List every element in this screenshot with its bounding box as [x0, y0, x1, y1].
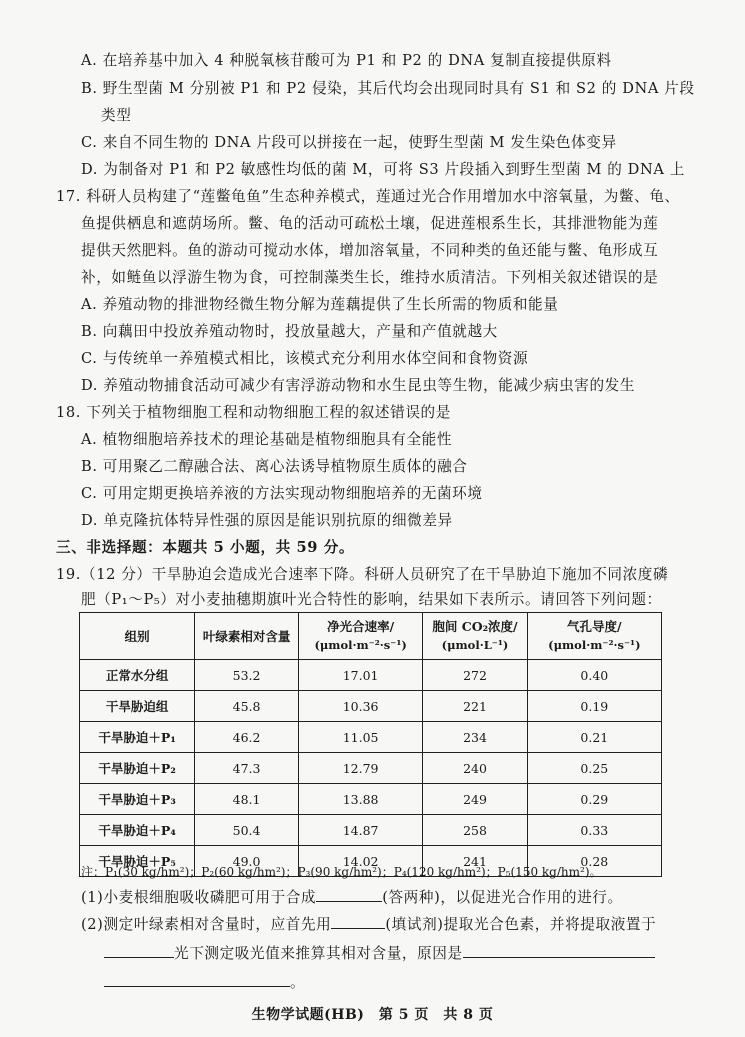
- answer-blank[interactable]: [104, 943, 174, 958]
- table-cell: 12.79: [298, 753, 422, 784]
- table-cell: 50.4: [195, 815, 299, 846]
- table-cell: 241: [423, 846, 527, 877]
- q17-stem-line4: 补，如鲢鱼以浮游生物为食，可控制藻类生长，维持水质清洁。下列相关叙述错误的是: [81, 269, 659, 286]
- table-cell: 干旱胁迫＋P₁: [80, 722, 195, 753]
- q16-option-b-cont: 类型: [101, 107, 132, 124]
- table-header-cell: [423, 613, 527, 660]
- table-cell: 272: [423, 660, 527, 691]
- header-unit: (μmol·m⁻²·s⁻¹): [548, 638, 641, 652]
- table-row: [80, 691, 662, 722]
- table-cell: 49.0: [195, 846, 299, 877]
- section-heading: 三、非选择题：本题共 5 小题，共 59 分。: [56, 539, 355, 556]
- header-unit: (μmol·L⁻¹): [441, 638, 509, 652]
- q17-option-c: C. 与传统单一养殖模式相比，该模式充分利用水体空间和食物资源: [81, 350, 529, 367]
- table-cell: 258: [423, 815, 527, 846]
- table-cell: 0.19: [527, 691, 661, 722]
- table-row: [80, 753, 662, 784]
- sub1-text-after: (答两种)，以促进光合作用的进行。: [382, 889, 623, 906]
- q19-subquestion-2: [81, 914, 656, 935]
- table-cell: 249: [423, 784, 527, 815]
- header-label: 气孔导度/: [567, 619, 622, 634]
- answer-blank[interactable]: [104, 972, 290, 987]
- q17-stem-line1: 17. 科研人员构建了“莲鳖龟鱼”生态种养模式，莲通过光合作用增加水中溶氧量，为鳖、龟、: [56, 188, 680, 205]
- table-header-cell: [195, 613, 299, 660]
- table-cell: 0.28: [527, 846, 661, 877]
- table-cell: 干旱胁迫＋P₃: [80, 784, 195, 815]
- table-cell: 干旱胁迫组: [80, 691, 195, 722]
- q17-stem-line2: 鱼提供栖息和遮荫场所。鳖、龟的活动可疏松土壤，促进莲根系生长，其排泄物能为莲: [81, 215, 659, 232]
- q19-subquestion-2-cont: [104, 943, 655, 964]
- table-row: [80, 784, 662, 815]
- table-cell: 221: [423, 691, 527, 722]
- table-header-cell: [298, 613, 422, 660]
- table-cell: 13.88: [298, 784, 422, 815]
- sub2-text-reason: 光下测定吸光值来推算其相对含量，原因是: [174, 945, 463, 962]
- answer-blank[interactable]: [316, 887, 382, 902]
- table-cell: 干旱胁迫＋P₅: [80, 846, 195, 877]
- answer-blank[interactable]: [331, 914, 385, 929]
- table-cell: 53.2: [195, 660, 299, 691]
- q17-option-d: D. 养殖动物捕食活动可减少有害浮游动物和水生昆虫等生物，能减少病虫害的发生: [81, 377, 636, 394]
- table-row: [80, 660, 662, 691]
- table-cell: 正常水分组: [80, 660, 195, 691]
- table-cell: 0.25: [527, 753, 661, 784]
- header-label: 叶绿素相对含量: [202, 628, 291, 644]
- table-cell: 14.02: [298, 846, 422, 877]
- table-cell: 11.05: [298, 722, 422, 753]
- q16-option-a: A. 在培养基中加入 4 种脱氧核苷酸可为 P1 和 P2 的 DNA 复制直接提供原料: [81, 52, 612, 69]
- q19-stem-line1: 19.（12 分）干旱胁迫会造成光合速率下降。科研人员研究了在干旱胁迫下施加不同浓度磷: [56, 566, 669, 583]
- answer-blank[interactable]: [463, 943, 655, 958]
- q19-subquestion-1: [81, 887, 623, 908]
- sub1-text-before: (1)小麦根细胞吸收磷肥可用于合成: [81, 889, 317, 906]
- q19-subquestion-2-end: [104, 972, 305, 993]
- sub2-text-middle: (填试剂)提取光合色素，并将提取液置于: [385, 916, 657, 933]
- table-cell: 48.1: [195, 784, 299, 815]
- header-label: 胞间 CO₂浓度/: [432, 619, 518, 634]
- table-cell: 240: [423, 753, 527, 784]
- table-cell: 干旱胁迫＋P₂: [80, 753, 195, 784]
- table-cell: 0.33: [527, 815, 661, 846]
- table-cell: 干旱胁迫＋P₄: [80, 815, 195, 846]
- table-cell: 46.2: [195, 722, 299, 753]
- q17-option-a: A. 养殖动物的排泄物经微生物分解为莲藕提供了生长所需的物质和能量: [81, 296, 559, 313]
- table-row: [80, 815, 662, 846]
- table-cell: 45.8: [195, 691, 299, 722]
- q17-option-b: B. 向藕田中投放养殖动物时，投放量越大，产量和产值就越大: [81, 323, 498, 340]
- q16-option-b: B. 野生型菌 M 分别被 P1 和 P2 侵染，其后代均会出现同时具有 S1 和 S2 的 DNA 片段: [81, 80, 695, 97]
- sub2-text-before: (2)测定叶绿素相对含量时，应首先用: [81, 916, 332, 933]
- header-unit: (μmol·m⁻²·s⁻¹): [314, 638, 407, 652]
- table-cell: 10.36: [298, 691, 422, 722]
- table-header-cell: [527, 613, 661, 660]
- q18-stem: 18. 下列关于植物细胞工程和动物细胞工程的叙述错误的是: [56, 404, 451, 421]
- sub2-period: 。: [290, 974, 306, 991]
- q18-option-a: A. 植物细胞培养技术的理论基础是植物细胞具有全能性: [81, 431, 453, 448]
- table-cell: 14.87: [298, 815, 422, 846]
- table-header-cell: [80, 613, 195, 660]
- q17-stem-line3: 提供天然肥料。鱼的游动可搅动水体，增加溶氧量，不同种类的鱼还能与鳖、龟形成互: [81, 242, 659, 259]
- page-footer: 生物学试题(HB) 第 5 页 共 8 页: [251, 1007, 494, 1023]
- table-cell: 234: [423, 722, 527, 753]
- q16-option-d: D. 为制备对 P1 和 P2 敏感性均低的菌 M，可将 S3 片段插入到野生型菌 M 的 DNA 上: [81, 161, 685, 178]
- q19-stem-line2: 肥（P₁～P₅）对小麦抽穗期旗叶光合特性的影响，结果如下表所示。请回答下列问题：: [81, 591, 662, 608]
- q18-option-c: C. 可用定期更换培养液的方法实现动物细胞培养的无菌环境: [81, 485, 483, 502]
- q18-option-b: B. 可用聚乙二醇融合法、离心法诱导植物原生质体的融合: [81, 458, 468, 475]
- results-table: [79, 612, 662, 877]
- table-header-row: [80, 613, 662, 660]
- header-label: 净光合速率/: [327, 619, 395, 634]
- table-cell: 0.21: [527, 722, 661, 753]
- table-cell: 47.3: [195, 753, 299, 784]
- table-cell: 0.29: [527, 784, 661, 815]
- table-cell: 0.40: [527, 660, 661, 691]
- table-cell: 17.01: [298, 660, 422, 691]
- table-note: 注：P₁(30 kg/hm²)；P₂(60 kg/hm²)；P₃(90 kg/hm²)；P₄(120 kg/hm²)；P₅(150 kg/hm²)。: [81, 865, 602, 879]
- q18-option-d: D. 单克隆抗体特异性强的原因是能识别抗原的细微差异: [81, 512, 453, 529]
- header-label: 组别: [124, 628, 150, 644]
- table-row: [80, 722, 662, 753]
- q16-option-c: C. 来自不同生物的 DNA 片段可以拼接在一起，使野生型菌 M 发生染色体变异: [81, 134, 617, 151]
